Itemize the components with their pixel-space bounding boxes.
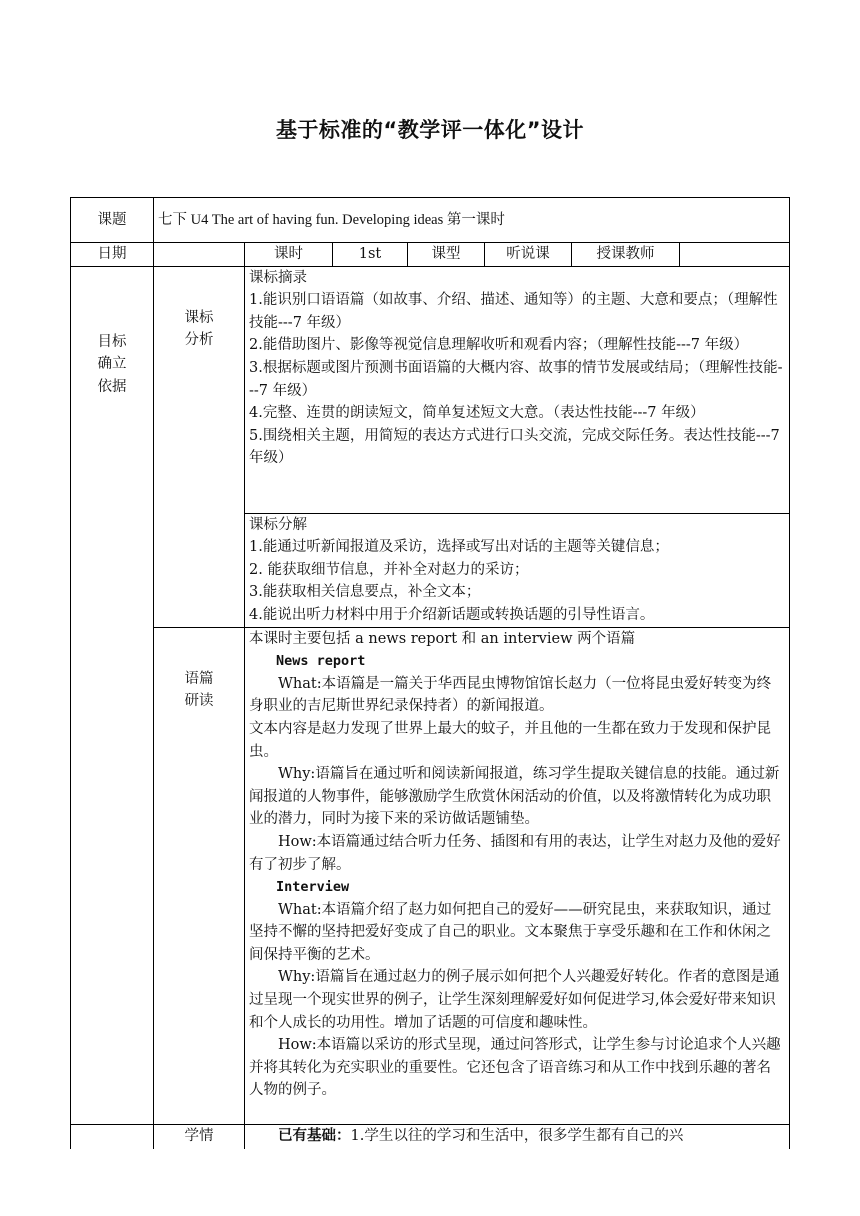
decompose-title: 课标分解: [249, 516, 307, 533]
news-how: How:本语篇通过结合听力任务、插图和有用的表达，让学生对赵力及他的爱好有了初步了解。: [249, 833, 781, 873]
news-report-heading: News report: [276, 653, 366, 670]
text-study-cell: [245, 627, 790, 1124]
text-study-label-line-1: 语篇: [184, 670, 214, 687]
topic-label: 课题: [71, 198, 154, 243]
excerpt-item: 2.能借助图片、影像等视觉信息理解收听和观看内容；（理解性技能---7 年级）: [249, 337, 749, 354]
excerpt-item: 5.围绕相关主题，用简短的表达方式进行口头交流，完成交际任务。表达性技能---7 年级）: [249, 427, 780, 467]
teacher-label: 授课教师: [572, 243, 680, 267]
curriculum-excerpt-cell: [245, 266, 790, 513]
basis-label-line-1: 目标: [97, 333, 127, 350]
news-why: Why:语篇旨在通过听和阅读新闻报道，练习学生提取关键信息的技能。通过新闻报道的人物事件，能够激励学生欣赏休闲活动的价值，以及将激情转化为成功职业的潜力，同时为接下来的采访做话题铺垫。: [249, 766, 780, 828]
lesson-design-table: [70, 197, 790, 1149]
teacher-value: [680, 243, 790, 267]
curriculum-label-line-1: 课标: [184, 309, 214, 326]
date-row: [71, 243, 790, 267]
page-title: 基于标准的“教学评一体化”设计: [275, 118, 585, 142]
interview-why: Why:语篇旨在通过赵力的例子展示如何把个人兴趣爱好转化。作者的意图是通过呈现一个现实世界的例子，让学生深刻理解爱好如何促进学习,体会爱好带来知识和个人成长的功用性。增加了话题的可信度和趣味性。: [249, 969, 780, 1031]
learner-label: 学情: [154, 1124, 245, 1149]
excerpt-item: 4.完整、连贯的朗读短文，简单复述短文大意。（表达性技能---7 年级）: [249, 405, 705, 422]
excerpt-item: 3.根据标题或图片预测书面语篇的大概内容、故事的情节发展或结局；（理解性技能---7 年级）: [249, 359, 783, 399]
interview-how: How:本语篇以采访的形式呈现，通过问答形式，让学生参与讨论追求个人兴趣并将其转化为充实职业的重要性。它还包含了语音练习和从工作中找到乐趣的著名人物的例子。: [249, 1037, 781, 1099]
period-label: 课时: [245, 243, 333, 267]
curriculum-label: [154, 266, 245, 627]
news-what-2: 文本内容是赵力发现了世界上最大的蚊子，并且他的一生都在致力于发现和保护昆虫。: [249, 720, 771, 760]
date-label: 日期: [71, 243, 154, 267]
text-study-intro: 本课时主要包括 a news report 和 an interview 两个语篇: [249, 630, 636, 647]
interview-what: What:本语篇介绍了赵力如何把自己的爱好——研究昆虫，来获取知识，通过坚持不懈的坚持把爱好变成了自己的职业。文本聚焦于享受乐趣和在工作和休闲之间保持平衡的艺术。: [249, 901, 772, 963]
learner-cell: [245, 1124, 790, 1149]
date-value: [154, 243, 245, 267]
decompose-item: 2. 能获取细节信息，并补全对赵力的采访；: [249, 561, 529, 578]
existing-basis-label: 已有基础：: [278, 1126, 351, 1144]
news-what: What:本语篇是一篇关于华西昆虫博物馆馆长赵力（一位将昆虫爱好转变为终身职业的吉尼斯世界纪录保持者）的新闻报道。: [249, 675, 772, 715]
text-study-label: [154, 627, 245, 1124]
topic-text: 七下 U4 The art of having fun. Developing ideas 第一课时: [154, 198, 790, 243]
decompose-item: 1.能通过听新闻报道及采访，选择或写出对话的主题等关键信息；: [249, 539, 669, 556]
text-study-row: [71, 627, 790, 1124]
curriculum-label-line-2: 分析: [184, 332, 214, 349]
period-value: 1st: [333, 243, 408, 267]
text-study-label-line-2: 研读: [184, 693, 214, 710]
interview-heading: Interview: [276, 879, 350, 896]
basis-label: [71, 266, 154, 1124]
basis-label-line-2: 确立: [97, 356, 127, 373]
topic-row: [71, 198, 790, 243]
existing-basis-text: 1.学生以往的学习和生活中，很多学生都有自己的兴: [350, 1127, 684, 1144]
curriculum-decompose-cell: [245, 513, 790, 627]
excerpt-title: 课标摘录: [249, 269, 307, 286]
learner-row: [71, 1124, 790, 1149]
basis-label-line-3: 依据: [97, 378, 127, 395]
decompose-item: 3.能获取相关信息要点，补全文本；: [249, 584, 481, 601]
decompose-item: 4.能说出听力材料中用于介绍新话题或转换话题的引导性语言。: [249, 606, 655, 623]
excerpt-item: 1.能识别口语语篇（如故事、介绍、描述、通知等）的主题、大意和要点；（理解性技能---7 年级）: [249, 292, 778, 331]
learner-blank: [71, 1124, 154, 1149]
type-value: 听说课: [485, 243, 572, 267]
type-label: 课型: [408, 243, 485, 267]
curriculum-excerpt-row: [71, 266, 790, 513]
